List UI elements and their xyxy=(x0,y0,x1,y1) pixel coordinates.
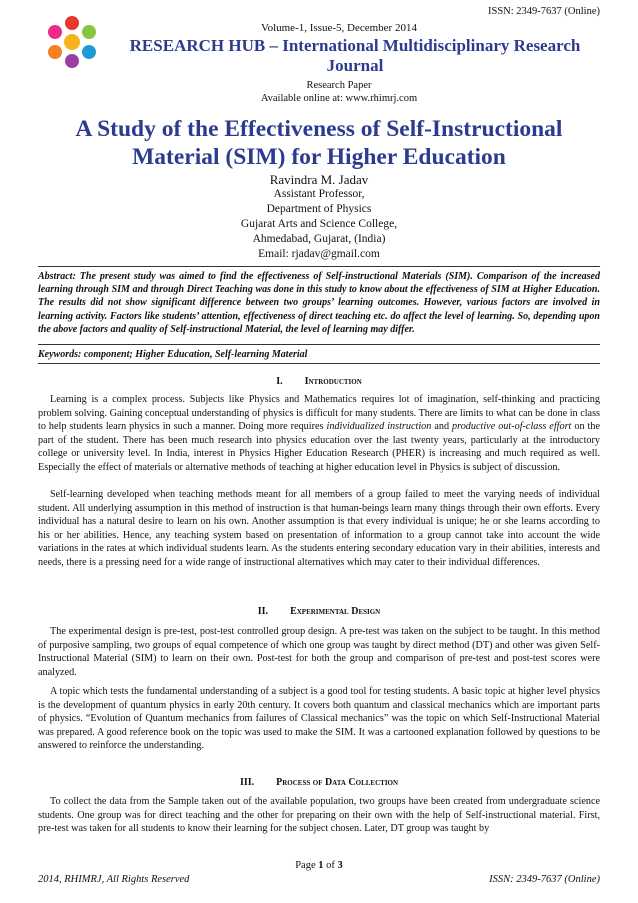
author-college: Gujarat Arts and Science College, xyxy=(240,218,398,230)
divider-top xyxy=(38,266,600,267)
section-title: Process of Data Collection xyxy=(276,777,399,788)
paragraph-design-2: A topic which tests the fundamental understanding of a subject is a good tool for testing students. A basic topic at higher level physics is the development of quantum physics in early 20th century. It covers both quantum and classical mechanics which are important parts of physics. “Evolution of Quantum mechanics from failures of Classical mechanics” was the topic on which Self-Instructional Material was prepared. A good reference book on the topic was used to make the SIM. It was a cartooned explanation followed by questions to be answered to reinforce the understanding. xyxy=(38,686,600,752)
section-heading-data-collection xyxy=(0,777,638,788)
emphasis-text: productive out-of-class effort xyxy=(452,421,572,433)
section-heading-introduction xyxy=(0,376,638,387)
volume-line: Volume-1, Issue-5, December 2014 xyxy=(261,22,417,34)
available-online: Available online at: www.rhimrj.com xyxy=(260,93,418,104)
section-heading-experimental-design xyxy=(0,606,638,617)
journal-title: RESEARCH HUB – International Multidisciplinary Research Journal xyxy=(129,36,581,75)
paragraph-intro-2: Self-learning developed when teaching methods meant for all members of a group failed to meet the varying needs of individual student. All underlying assumption in this method of instruction is that human-beings learn many things through their own efforts. Every individual has a natural desire to learn on his own. Another assumption is that every individual is unique; he or she learns according to his or her abilities. Hence, any teaching system based on presentation of information to a group cannot take into account the wide variations in the rates at which individual students learn. As the students entering secondary education vary in their abilities, interests and needs, there is a pressing need for a wide range of instructional alternatives which may cater to their individual differences. xyxy=(38,489,600,568)
footer-copyright: 2014, RHIMRJ, All Rights Reserved xyxy=(38,874,190,885)
author-email[interactable]: Email: rjadav@gmail.com xyxy=(258,248,380,260)
footer-issn: ISSN: 2349-7637 (Online) xyxy=(489,874,600,885)
section-number: III. xyxy=(239,777,255,788)
keywords: Keywords: component; Higher Education, Self-learning Material xyxy=(38,349,308,360)
paper-title: A Study of the Effectiveness of Self-Instructional Material (SIM) for Higher Education xyxy=(75,116,563,170)
paragraph-intro-1: Learning is a complex process. Subjects like Physics and Mathematics requires lot of imagination, self-thinking and practicing problem solving. Gaining conceptual understanding of physics is difficult for many students. There are limits to what can be done in class to help students learn physics in such a manner. Doing more requires individualized instruction and productive out-of-class effort on the part of the student. There has been much research into physics education over the last twenty years, particularly at the introductory college or university level. In India, interest in Physics Higher Education Research (PHER) is increasing and much required as well. Especially the effect of materials or alternative methods of teaching at higher education level in Physics is subject of discussion. xyxy=(38,394,600,473)
abstract: Abstract: The present study was aimed to find the effectiveness of Self-instructional Materials (SIM). Comparison of the increased learning through SIM and through Direct Teaching was done in this study to know about the effectiveness of SIM at Higher Education. The results did not show significant difference between two groups’ learning outcomes. However, various factors are involved in learning activity. Factors like students’ attention, effectiveness of direct teaching etc. do affect the level of learning. So, depending upon the above factors and quality of Self-instructional Material, the level of learning may differ. xyxy=(38,271,600,335)
header-issn: ISSN: 2349-7637 (Online) xyxy=(488,6,600,17)
section-title: Introduction xyxy=(304,376,362,387)
paper-type: Research Paper xyxy=(306,80,372,91)
paragraph-design-1: The experimental design is pre-test, post-test controlled group design. A pre-test was taken on the subject to be taught. In this method of purposive sampling, two groups of equal competence of which one group was taught by direct method (DT) and other was given Self-Instructional Material (SIM) to learn on their own. Post-test for both the group and comparison of pre-test and post-test scores were analyzed. xyxy=(38,626,600,678)
author-position: Assistant Professor, xyxy=(273,188,365,200)
author-department: Department of Physics xyxy=(266,203,372,215)
section-title: Experimental Design xyxy=(290,606,381,617)
emphasis-text: individualized instruction xyxy=(326,421,432,433)
author-location: Ahmedabad, Gujarat, (India) xyxy=(252,233,386,245)
author-block xyxy=(0,172,638,262)
paragraph-collection-1: To collect the data from the Sample taken out of the available population, two groups have been created from undergraduate science students. One group was for direct teaching and the other for preparing on their own with the help of Self-instructional material. First, pre-test was taken for all students to know their learning for the subject chosen. Later, DT group was taught by xyxy=(38,796,600,835)
divider-keywords xyxy=(38,363,600,364)
page-number: Page 1 of 3 xyxy=(295,860,343,871)
divider-abstract xyxy=(38,344,600,345)
section-number: II. xyxy=(257,606,269,617)
author-name: Ravindra M. Jadav xyxy=(269,172,369,187)
section-number: I. xyxy=(276,376,283,387)
